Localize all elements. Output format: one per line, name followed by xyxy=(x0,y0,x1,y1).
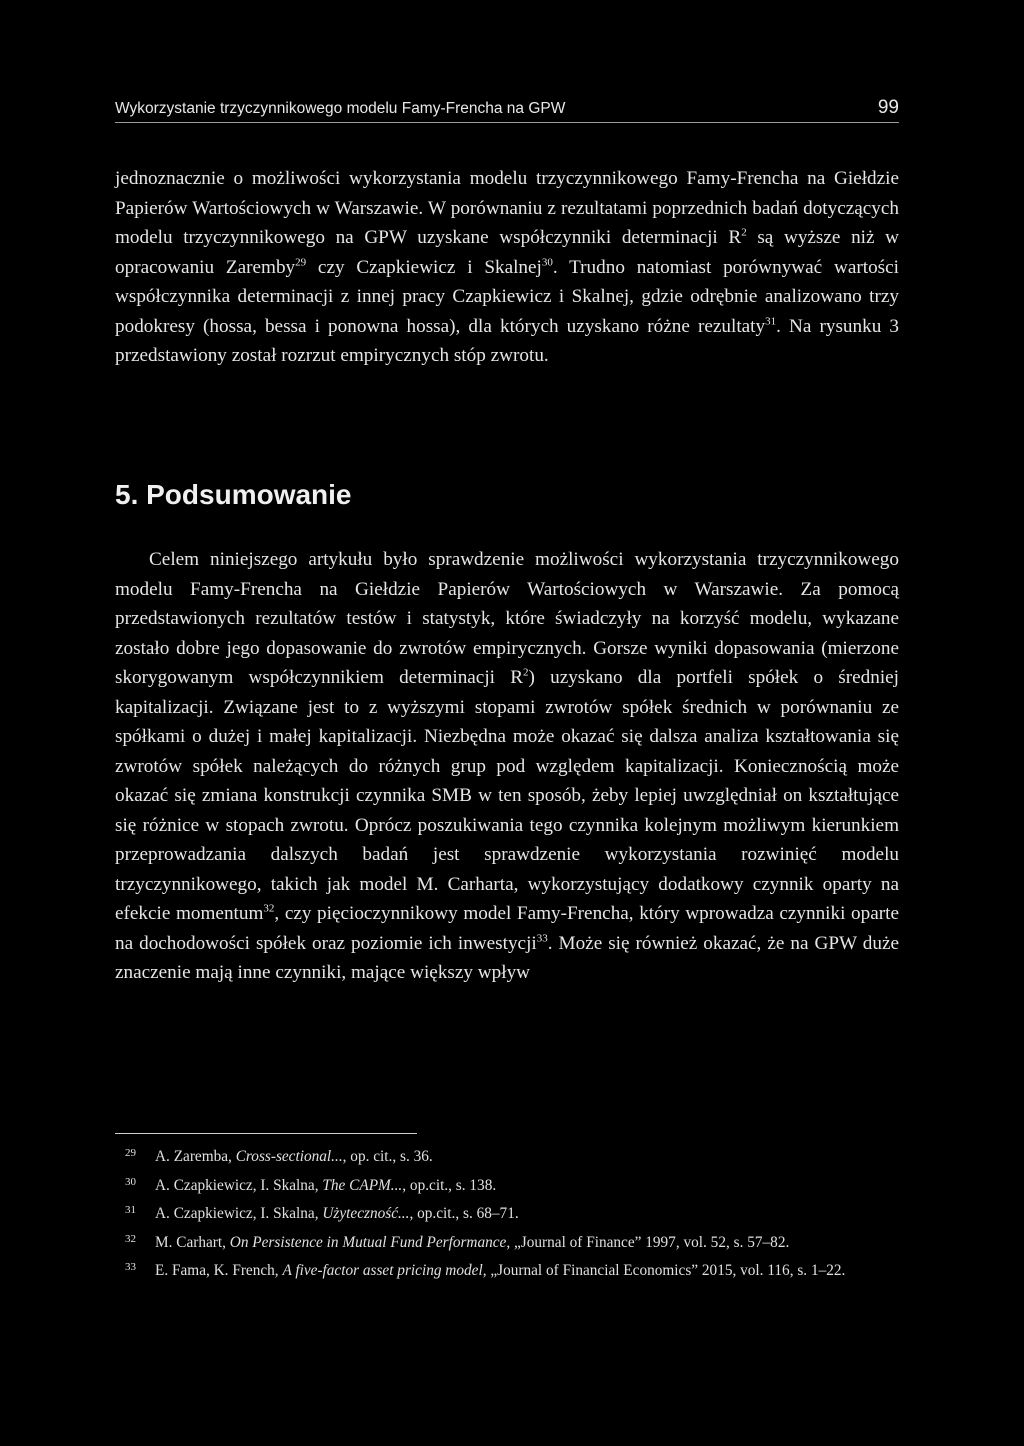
footnotes xyxy=(115,1142,899,1285)
text-run: jednoznacznie o możliwości wykorzystania modelu trzyczynnikowego Famy-Frencha na Giełdzie Papierów Wartościowych w Warszawie. W porównaniu z rezultatami poprzednich badań dotyczących modelu trzyczynnikowego na GPW uzyskane współczynniki determinacji R xyxy=(115,168,899,248)
body-paragraph-2 xyxy=(115,545,899,988)
text-run: są wyższe niż w opracowaniu Zaremby xyxy=(115,227,900,278)
footnote-text: A. Czapkiewicz, I. Skalna, xyxy=(155,1176,323,1194)
text-run: . Trudno natomiast porównywać wartości współczynnika determinacji z innej pracy Czapkiewicz i Skalnej, gdzie odrębnie analizowano trzy podokresy (hossa, bessa i ponowna hossa), dla których uzyskano różne rezultaty xyxy=(115,256,899,337)
footnote-30 xyxy=(115,1171,899,1198)
footnote-33 xyxy=(115,1256,899,1283)
text-run: ) uzyskano dla portfeli spółek o średniej kapitalizacji. Związane jest to z wyższymi stopami zwrotów spółek średnich w porównaniu ze spółkami o dużej i małej kapitalizacji. Niezbędna może okazać się dalsza analiza kształtowania się zwrotów spółek należących do różnych grup pod względem kapitalizacji. Koniecznością może okazać się zmiana konstrukcji czynnika SMB w ten sposób, żeby lepiej uwzględniał on kształtujące się różnice w stopach zwrotu. Oprócz poszukiwania tego czynnika kolejnym możliwym kierunkiem przeprowadzania dalszych badań jest sprawdzenie wykorzystania rozwinięć modelu trzyczynnikowego, takich jak model M. Carharta, wykorzystujący dodatkowy czynnik oparty na efekcie momentum xyxy=(115,667,899,924)
footnote-text: A. Czapkiewicz, I. Skalna, xyxy=(155,1205,323,1222)
footnote-text: A. Zaremba, xyxy=(155,1148,236,1165)
footnote-31 xyxy=(115,1199,899,1226)
running-header xyxy=(115,98,899,123)
footnote-text: , op.cit., s. 138. xyxy=(402,1176,497,1194)
footnote-title: Użyteczność... xyxy=(322,1205,410,1222)
footnote-number: 29 xyxy=(125,1147,136,1159)
superscript-2: 2 xyxy=(523,666,529,679)
running-title: Wykorzystanie trzyczynnikowego modelu Famy-Frencha na GPW xyxy=(115,100,566,117)
footnote-number: 33 xyxy=(125,1261,136,1273)
footnote-ref-29[interactable]: 29 xyxy=(295,256,307,269)
footnote-32 xyxy=(115,1228,899,1255)
superscript-2: 2 xyxy=(741,226,747,239)
text-run: Celem niniejszego artykułu było sprawdzenie możliwości wykorzystania trzyczynnikowego modelu Famy-Frencha na Giełdzie Papierów Wartościowych w Warszawie. Za pomocą przedstawionych rezultatów testów i statystyk, które świadczyły na korzyść modelu, wykazane zostało dobre jego dopasowanie do zwrotów empirycznych. Gorsze wyniki dopasowania (mierzone skorygowanym współczynnikiem determinacji R xyxy=(115,549,899,688)
footnote-title: The CAPM... xyxy=(322,1176,403,1194)
footnote-text: E. Fama, K. French, xyxy=(155,1262,283,1279)
text-run: . Na rysunku 3 przedstawiony został rozrzut empirycznych stóp zwrotu. xyxy=(115,315,899,366)
footnote-ref-31[interactable]: 31 xyxy=(765,315,777,328)
body-paragraph-1 xyxy=(115,164,899,371)
text-run: . Może się również okazać, że na GPW duże znaczenie mają inne czynniki, mające większy wpływ xyxy=(115,932,899,983)
page-number: 99 xyxy=(877,97,899,118)
footnote-ref-30[interactable]: 30 xyxy=(541,256,553,269)
text-run: , czy pięcioczynnikowy model Famy-Frencha, który wprowadza czynniki oparte na dochodowości spółek oraz poziomie ich inwestycji xyxy=(115,903,899,954)
footnote-number: 30 xyxy=(125,1175,136,1188)
section-heading: 5. Podsumowanie xyxy=(115,479,352,510)
footnote-number: 31 xyxy=(125,1204,136,1216)
footnote-title: Cross-sectional... xyxy=(235,1148,343,1165)
footnote-title: On Persistence in Mutual Fund Performance xyxy=(229,1233,507,1251)
footnote-text: , op. cit., s. 36. xyxy=(342,1148,433,1165)
text-run: czy Czapkiewicz i Skalnej xyxy=(306,256,542,278)
footnote-text: , op.cit., s. 68–71. xyxy=(409,1205,519,1222)
footnote-separator xyxy=(115,1133,417,1134)
document-page xyxy=(115,0,899,1446)
footnote-ref-32[interactable]: 32 xyxy=(263,902,275,915)
footnote-text: , „Journal of Finance” 1997, vol. 52, s. 57–82. xyxy=(506,1233,790,1251)
footnote-text: , „Journal of Financial Economics” 2015, vol. 116, s. 1–22. xyxy=(482,1262,846,1279)
footnote-29 xyxy=(115,1142,899,1169)
footnote-number: 32 xyxy=(125,1232,136,1245)
footnote-ref-33[interactable]: 33 xyxy=(536,932,548,945)
footnote-text: M. Carhart, xyxy=(155,1233,230,1251)
footnote-title: A five-factor asset pricing model xyxy=(282,1262,483,1279)
